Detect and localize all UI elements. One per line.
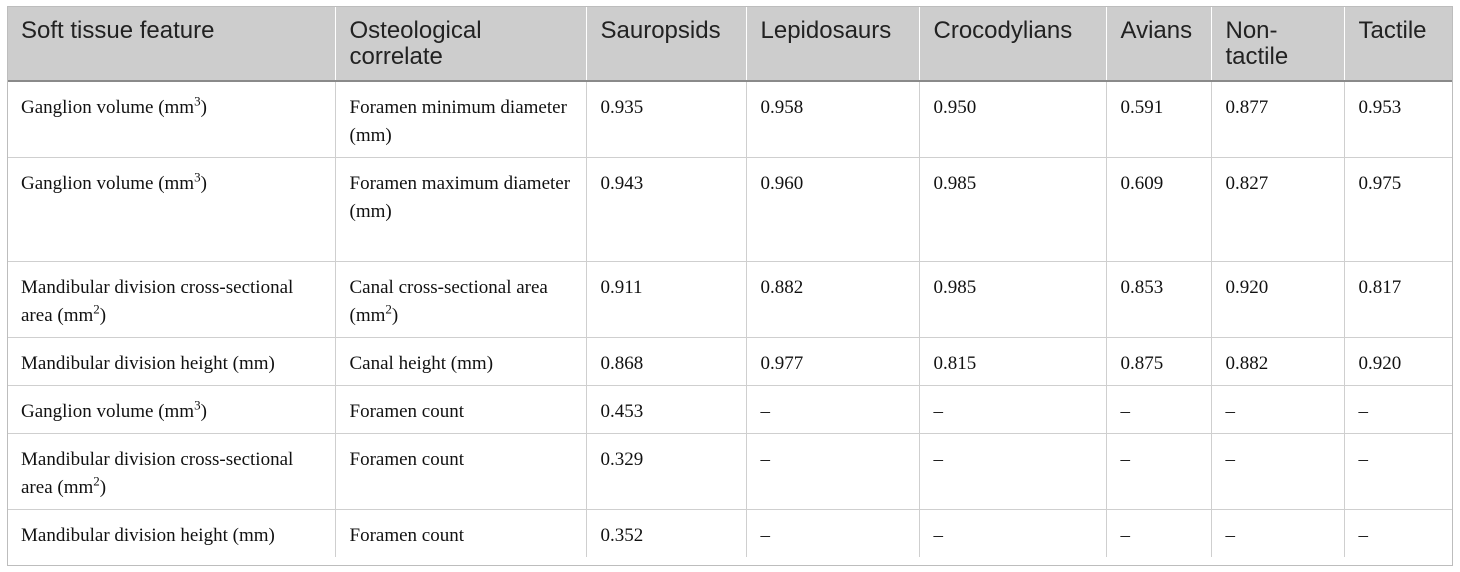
value-avians: 0.875 (1106, 337, 1211, 385)
correlate-cell: Foramen count (335, 385, 586, 433)
correlation-table (7, 6, 1453, 557)
header-tactile: Tactile (1344, 6, 1453, 81)
table-row (7, 509, 1453, 557)
value-sauropsids: 0.943 (586, 157, 746, 261)
table-row (7, 261, 1453, 337)
feature-cell: Mandibular division cross-sectional area $(mm^2)$ (7, 433, 335, 509)
value-sauropsids: 0.868 (586, 337, 746, 385)
value-non-tactile: – (1211, 385, 1344, 433)
header-avians: Avians (1106, 6, 1211, 81)
value-crocodylians: 0.815 (919, 337, 1106, 385)
value-crocodylians: 0.985 (919, 157, 1106, 261)
correlate-cell: Canal cross-sectional area $(mm^2)$ (335, 261, 586, 337)
value-non-tactile: 0.920 (1211, 261, 1344, 337)
header-sauropsids: Sauropsids (586, 6, 746, 81)
correlate-cell: Foramen count (335, 433, 586, 509)
value-lepidosaurs: – (746, 385, 919, 433)
value-lepidosaurs: 0.977 (746, 337, 919, 385)
value-non-tactile: 0.827 (1211, 157, 1344, 261)
value-avians: 0.591 (1106, 81, 1211, 157)
value-sauropsids: 0.935 (586, 81, 746, 157)
value-non-tactile: 0.882 (1211, 337, 1344, 385)
feature-cell: Ganglion volume $(mm^3)$ (7, 385, 335, 433)
value-lepidosaurs: 0.960 (746, 157, 919, 261)
value-crocodylians: – (919, 433, 1106, 509)
table-row (7, 433, 1453, 509)
header-osteological-correlate: Osteological correlate (335, 6, 586, 81)
value-avians: 0.853 (1106, 261, 1211, 337)
table-row (7, 337, 1453, 385)
header-lepidosaurs: Lepidosaurs (746, 6, 919, 81)
value-non-tactile: 0.877 (1211, 81, 1344, 157)
value-non-tactile: – (1211, 433, 1344, 509)
value-tactile: 0.920 (1344, 337, 1453, 385)
table-row (7, 385, 1453, 433)
correlate-cell: Foramen maximum diameter (mm) (335, 157, 586, 261)
value-tactile: 0.953 (1344, 81, 1453, 157)
feature-cell: Ganglion volume $(mm^3)$ (7, 81, 335, 157)
value-sauropsids: 0.453 (586, 385, 746, 433)
correlate-cell: Canal height (mm) (335, 337, 586, 385)
value-tactile: – (1344, 385, 1453, 433)
feature-cell: Ganglion volume $(mm^3)$ (7, 157, 335, 261)
table-row (7, 157, 1453, 261)
value-avians: – (1106, 509, 1211, 557)
header-non-tactile: Non-tactile (1211, 6, 1344, 81)
feature-cell: Mandibular division cross-sectional area $(mm^2)$ (7, 261, 335, 337)
header-soft-tissue-feature: Soft tissue feature (7, 6, 335, 81)
value-crocodylians: – (919, 509, 1106, 557)
value-avians: – (1106, 433, 1211, 509)
value-lepidosaurs: – (746, 509, 919, 557)
value-crocodylians: 0.985 (919, 261, 1106, 337)
value-avians: – (1106, 385, 1211, 433)
value-lepidosaurs: – (746, 433, 919, 509)
value-sauropsids: 0.329 (586, 433, 746, 509)
value-sauropsids: 0.352 (586, 509, 746, 557)
feature-cell: Mandibular division height (mm) (7, 337, 335, 385)
correlate-cell: Foramen count (335, 509, 586, 557)
value-sauropsids: 0.911 (586, 261, 746, 337)
value-tactile: 0.817 (1344, 261, 1453, 337)
value-tactile: – (1344, 433, 1453, 509)
feature-cell: Mandibular division height (mm) (21, 524, 275, 546)
value-tactile: 0.975 (1344, 157, 1453, 261)
value-avians: 0.609 (1106, 157, 1211, 261)
header-crocodylians: Crocodylians (919, 6, 1106, 81)
value-lepidosaurs: 0.882 (746, 261, 919, 337)
value-non-tactile: – (1211, 509, 1344, 557)
value-lepidosaurs: 0.958 (746, 81, 919, 157)
value-crocodylians: – (919, 385, 1106, 433)
value-tactile: – (1344, 509, 1453, 557)
header-row (7, 6, 1453, 81)
value-crocodylians: 0.950 (919, 81, 1106, 157)
correlate-cell: Foramen minimum diameter (mm) (335, 81, 586, 157)
table-row (7, 81, 1453, 157)
